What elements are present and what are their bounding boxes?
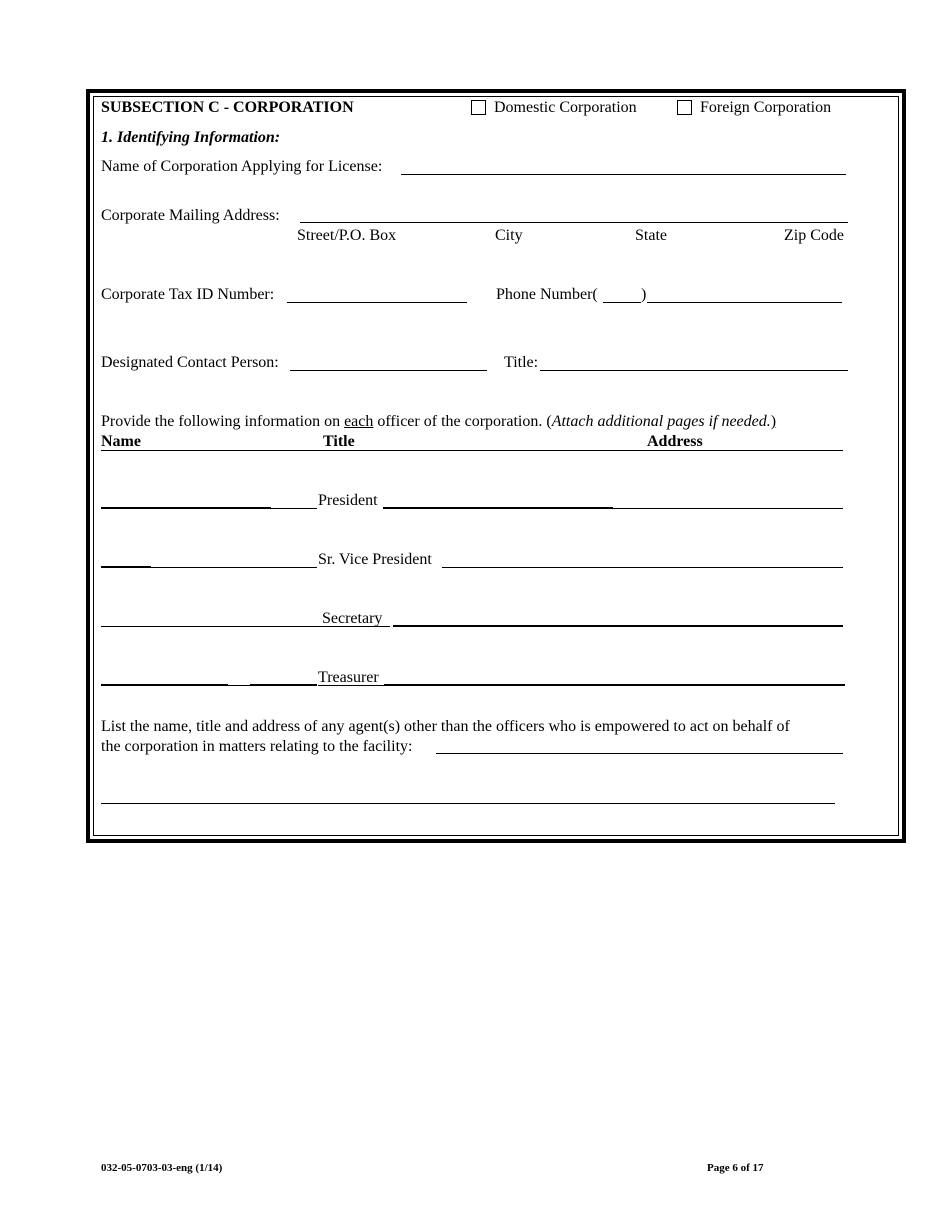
intro-text-start: Provide the following information on xyxy=(101,413,345,430)
tax-id-label: Corporate Tax ID Number: xyxy=(101,286,275,303)
foreign-label: Foreign Corporation xyxy=(700,99,832,116)
secretary-name-field[interactable] xyxy=(101,626,322,627)
domestic-label: Domestic Corporation xyxy=(494,99,637,116)
mailing-label: Corporate Mailing Address: xyxy=(101,207,280,224)
officers-intro xyxy=(101,413,776,431)
phone-area-code-field[interactable] xyxy=(603,302,641,303)
contact-title-label: Title: xyxy=(504,354,539,371)
president-role: President xyxy=(318,492,378,509)
contact-person-field[interactable] xyxy=(290,370,487,371)
city-caption: City xyxy=(495,227,523,244)
president-name-field[interactable] xyxy=(101,507,271,509)
section-title: SUBSECTION C - CORPORATION xyxy=(101,99,354,116)
treasurer-name-field[interactable] xyxy=(101,684,228,686)
intro-each: each xyxy=(344,413,374,430)
corp-name-label: Name of Corporation Applying for License: xyxy=(101,158,383,175)
identifying-heading: 1. Identifying Information: xyxy=(101,129,281,146)
phone-label: Phone Number( xyxy=(496,286,598,303)
secretary-address-field[interactable] xyxy=(393,625,843,627)
svp-name-field[interactable] xyxy=(101,566,151,568)
tax-id-field[interactable] xyxy=(287,302,467,303)
secretary-role: Secretary xyxy=(322,610,383,627)
contact-person-label: Designated Contact Person: xyxy=(101,354,279,371)
agents-field[interactable] xyxy=(436,753,843,754)
footer-page-number: Page 6 of 17 xyxy=(707,1162,764,1174)
corp-name-field[interactable] xyxy=(401,174,846,175)
president-filler xyxy=(271,508,317,509)
footer-form-id: 032-05-0703-03-eng (1/14) xyxy=(101,1162,223,1174)
state-caption: State xyxy=(635,227,667,244)
street-caption: Street/P.O. Box xyxy=(297,227,397,244)
foreign-checkbox[interactable] xyxy=(677,100,692,115)
header-underline xyxy=(101,450,843,451)
phone-number-field[interactable] xyxy=(647,302,842,303)
secretary-role-underline xyxy=(322,626,390,627)
svp-filler xyxy=(151,567,317,568)
svp-address-field[interactable] xyxy=(442,567,843,568)
president-address-field[interactable] xyxy=(383,507,613,509)
domestic-checkbox[interactable] xyxy=(471,100,486,115)
treasurer-role: Treasurer xyxy=(318,669,379,686)
agents-text-line1: List the name, title and address of any agent(s) other than the officers who is empowered to act on behalf of xyxy=(101,718,790,735)
mailing-address-field[interactable] xyxy=(300,222,848,223)
intro-text-middle: officer of the corporation. ( xyxy=(373,413,552,430)
col-address-header: Address xyxy=(647,433,703,450)
col-name-header: Name xyxy=(101,433,141,450)
svp-role: Sr. Vice President xyxy=(318,551,432,568)
treasurer-filler-b xyxy=(250,684,317,686)
contact-title-field[interactable] xyxy=(540,370,848,371)
treasurer-filler-a xyxy=(228,685,250,686)
president-address-field-ext[interactable] xyxy=(613,508,843,509)
zip-caption: Zip Code xyxy=(784,227,844,244)
agents-text-line2: the corporation in matters relating to the facility: xyxy=(101,738,413,755)
phone-close-paren: ) xyxy=(641,286,647,303)
intro-close-paren: ) xyxy=(770,413,777,430)
treasurer-role-underline xyxy=(318,685,384,686)
agents-field-line2[interactable] xyxy=(101,803,835,804)
intro-italic-note: Attach additional pages if needed. xyxy=(551,413,771,430)
col-title-header: Title xyxy=(323,433,355,450)
treasurer-address-field[interactable] xyxy=(384,684,845,686)
